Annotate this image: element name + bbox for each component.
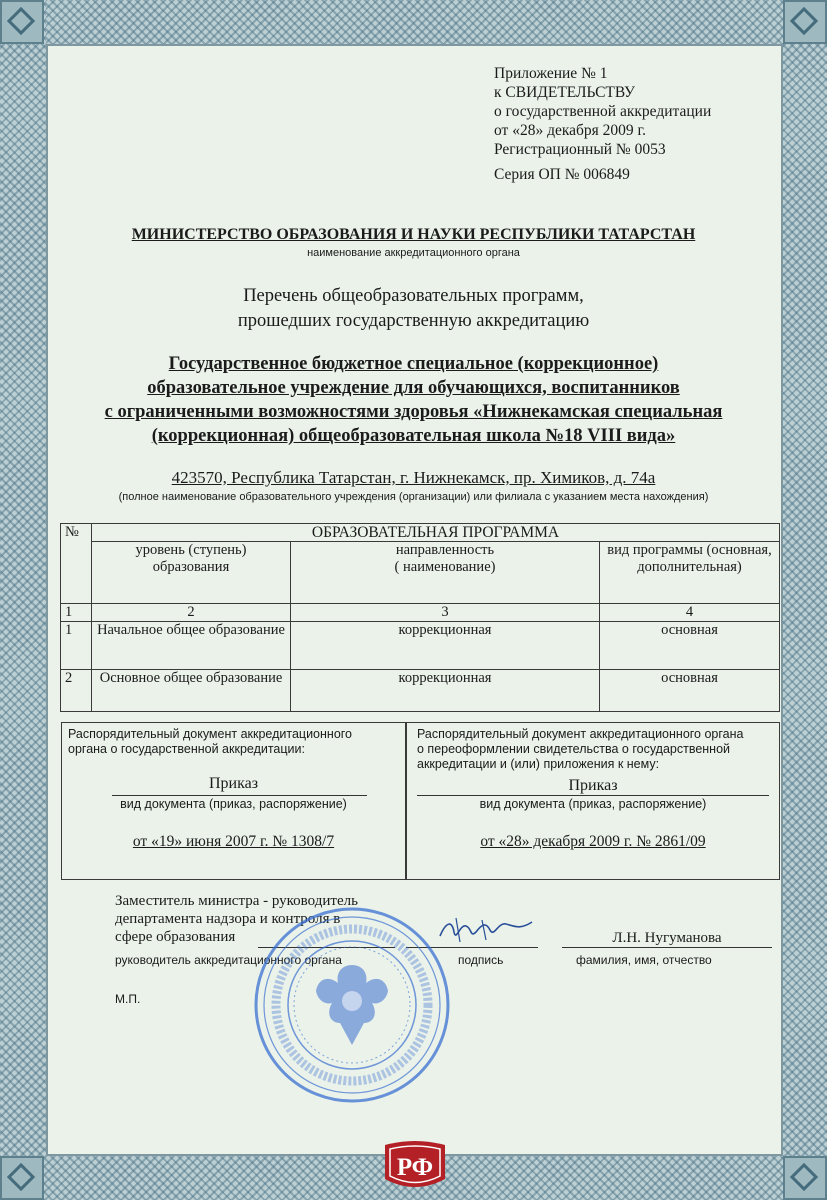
annex-line: о государственной аккредитации: [494, 103, 712, 120]
list-title: [0, 284, 827, 334]
order-doc-caption: вид документа (приказ, распоряжение): [120, 797, 347, 811]
order-heading-line: Распорядительный документ аккредитационного органа: [417, 727, 744, 741]
annex-line: Приложение № 1: [494, 65, 608, 82]
address-caption: (полное наименование образовательного учреждения (организации) или филиала с указанием места нахождения): [118, 491, 709, 503]
signer-name: Л.Н. Нугуманова: [562, 930, 772, 948]
table-header-program: ОБРАЗОВАТЕЛЬНАЯ ПРОГРАММА: [92, 524, 780, 542]
reissue-order-box: [406, 722, 780, 880]
annex-line: Регистрационный № 0053: [494, 141, 666, 158]
order-doc-type: Приказ: [208, 775, 259, 792]
ministry-name: МИНИСТЕРСТВО ОБРАЗОВАНИЯ И НАУКИ РЕСПУБЛИКИ ТАТАРСТАН: [131, 226, 696, 243]
order-date: от «28» декабря 2009 г. № 2861/09: [480, 833, 706, 850]
row-level: Начальное общее образование: [92, 622, 291, 670]
order-heading-line: аккредитации и (или) приложения к нему:: [417, 757, 660, 771]
row-type: основная: [600, 670, 780, 712]
table-row: [61, 622, 780, 670]
corner-ornament-icon: [783, 1156, 827, 1200]
column-number: 2: [92, 604, 291, 622]
table-header-level: уровень (ступень) образования: [92, 542, 291, 604]
signer-position-line: Заместитель министра - руководитель: [115, 893, 358, 909]
corner-ornament-icon: [783, 0, 827, 44]
row-direction: коррекционная: [291, 670, 600, 712]
signature-caption: подпись: [458, 953, 504, 967]
border-left: [0, 0, 46, 1200]
institution-line: с ограниченными возможностями здоровья «Нижнекамская специальная: [104, 402, 723, 422]
row-direction: коррекционная: [291, 622, 600, 670]
head-caption: руководитель аккредитационного органа: [115, 953, 342, 967]
annex-line: от «28» декабря 2009 г.: [494, 122, 647, 139]
column-number: 1: [61, 604, 92, 622]
order-divider: [112, 795, 367, 796]
order-doc-caption: вид документа (приказ, распоряжение): [479, 797, 707, 811]
column-number: 4: [600, 604, 780, 622]
institution-line: Государственное бюджетное специальное (коррекционное): [168, 354, 659, 374]
svg-text:РФ: РФ: [396, 1154, 434, 1181]
corner-ornament-icon: [0, 0, 44, 44]
corner-ornament-icon: [0, 1156, 44, 1200]
official-seal-icon: [252, 905, 452, 1105]
table-row: [61, 670, 780, 712]
order-doc-type: Приказ: [568, 777, 618, 794]
program-table: [60, 523, 780, 712]
row-number: 2: [61, 670, 92, 712]
institution-name: [0, 352, 827, 448]
list-title-line: Перечень общеобразовательных программ,: [243, 286, 584, 306]
order-heading: [417, 727, 743, 772]
direction-header-line: направленность: [395, 542, 495, 558]
name-caption: фамилия, имя, отчество: [576, 953, 712, 967]
order-heading-line: Распорядительный документ аккредитационного: [68, 727, 353, 741]
order-date: от «19» июня 2007 г. № 1308/7: [132, 833, 335, 850]
institution-line: (коррекционная) общеобразовательная школа №18 VIII вида»: [151, 426, 676, 446]
table-header-direction: [291, 542, 600, 604]
annex-line: к СВИДЕТЕЛЬСТВУ: [494, 84, 635, 101]
stamp-place: М.П.: [115, 992, 141, 1006]
series-number: Серия ОП № 006849: [494, 166, 630, 183]
annex-header: [494, 64, 711, 159]
row-level: Основное общее образование: [92, 670, 291, 712]
row-number: 1: [61, 622, 92, 670]
table-header-number: №: [61, 524, 92, 604]
order-heading-line: о переоформлении свидетельства о государственной: [417, 742, 731, 756]
accreditation-order-box: [61, 722, 406, 880]
ministry-caption: наименование аккредитационного органа: [307, 247, 520, 259]
institution-line: образовательное учреждение для обучающихся, воспитанников: [147, 378, 680, 398]
list-title-line: прошедших государственную аккредитацию: [237, 311, 590, 331]
order-heading: [68, 727, 352, 757]
institution-address: 423570, Республика Татарстан, г. Нижнекамск, пр. Химиков, д. 74а: [171, 468, 656, 487]
border-right: [783, 0, 827, 1200]
row-type: основная: [600, 622, 780, 670]
table-header-type: вид программы (основная, дополнительная): [600, 542, 780, 604]
direction-header-line: ( наименование): [394, 559, 496, 575]
column-number: 3: [291, 604, 600, 622]
rf-emblem-logo-icon: [379, 1139, 451, 1191]
order-heading-line: органа о государственной аккредитации:: [68, 742, 305, 756]
signer-position-line: сфере образования: [115, 929, 236, 945]
border-top: [0, 0, 827, 44]
order-divider: [417, 795, 769, 796]
signer-position-line: департамента надзора и контроля в: [115, 911, 341, 927]
